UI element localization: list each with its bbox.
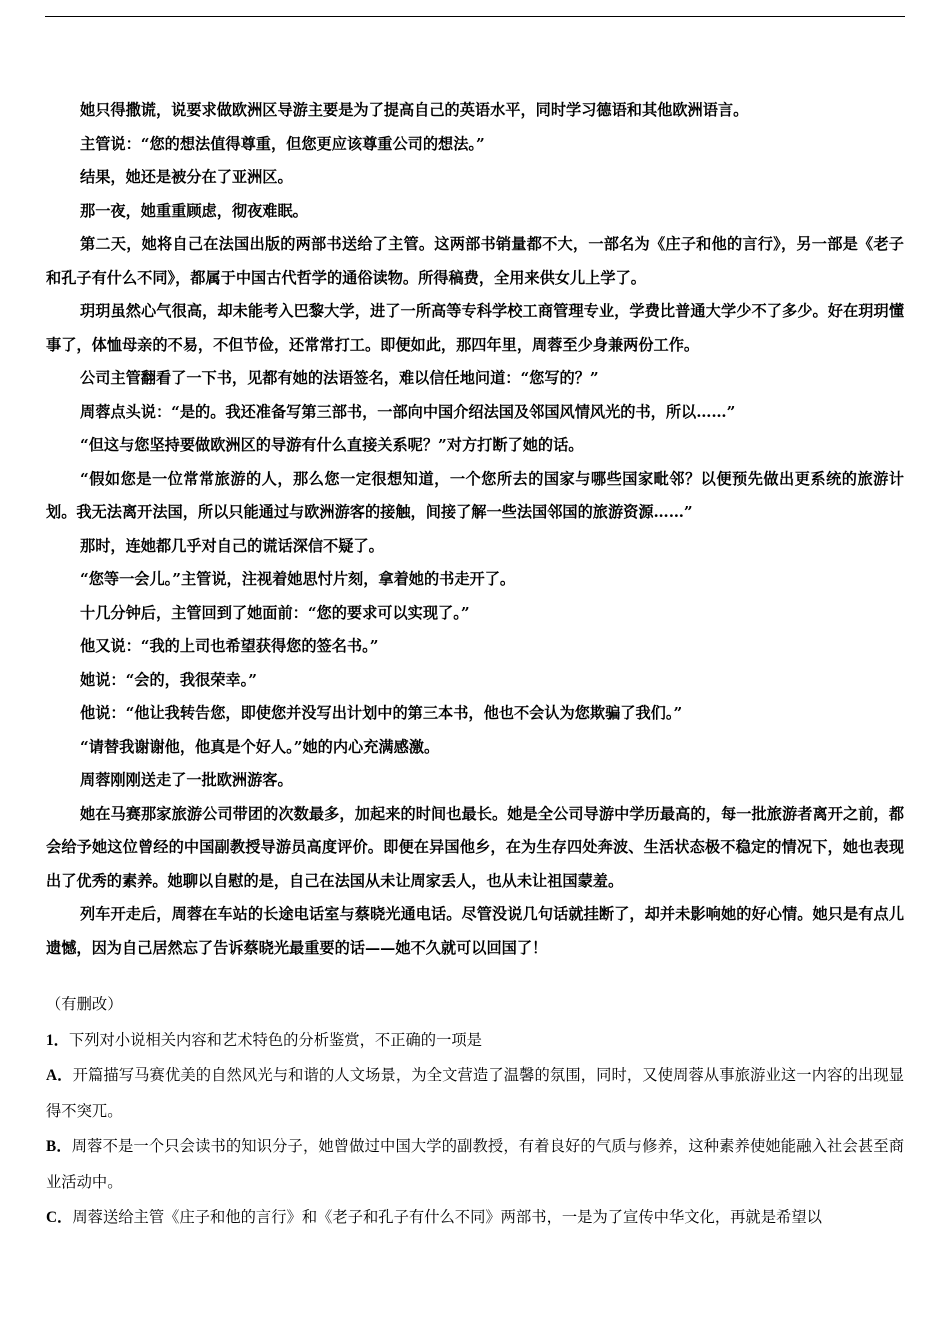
story-paragraph: 她说：“会的，我很荣幸。” bbox=[80, 670, 257, 689]
story-paragraph: 列车开走后，周蓉在车站的长途电话室与蔡晓光通电话。尽管没说几句话就挂断了，却并未影响她的好心情。她只是有点儿遗憾，因为自己居然忘了告诉蔡晓光最重要的话——她不久就可以回国了！ bbox=[46, 905, 904, 957]
story-paragraph: “假如您是一位常常旅游的人，那么您一定很想知道，一个您所去的国家与哪些国家毗邻？以便预先做出更系统的旅游计划。我无法离开法国，所以只能通过与欧洲游客的接触，间接了解一些法国邻国的旅游资源……” bbox=[46, 469, 904, 521]
story-paragraph: “但这与您坚持要做欧洲区的导游有什么直接关系呢？”对方打断了她的话。 bbox=[80, 436, 584, 454]
header-rule bbox=[45, 16, 905, 17]
option-text: 周蓉不是一个只会读书的知识分子，她曾做过中国大学的副教授，有着良好的气质与修养，这种素养使她能融入社会甚至商业活动中。 bbox=[46, 1137, 905, 1191]
story-paragraph: 周蓉刚刚送走了一批欧洲游客。 bbox=[80, 771, 293, 789]
story-paragraph: 玥玥虽然心气很高，却未能考入巴黎大学，进了一所高等专科学校工商管理专业，学费比普通大学少不了多少。好在玥玥懂事了，体恤母亲的不易，不但节俭，还常常打工。即便如此，那四年里，周蓉至少身兼两份工作。 bbox=[46, 302, 904, 354]
story-paragraph: 他说：“他让我转告您，即使您并没写出计划中的第三本书，他也不会认为您欺骗了我们。” bbox=[80, 704, 683, 722]
option-letter: A． bbox=[46, 1067, 73, 1084]
option-text: 周蓉送给主管《庄子和他的言行》和《老子和孔子有什么不同》两部书，一是为了宣传中华文化，再就是希望以 bbox=[72, 1208, 822, 1226]
option-letter: C． bbox=[46, 1209, 73, 1226]
question-number: 1． bbox=[46, 1031, 69, 1049]
question-stem bbox=[46, 1023, 904, 1059]
story-paragraph: 她只得撒谎，说要求做欧洲区导游主要是为了提高自己的英语水平，同时学习德语和其他欧洲语言。 bbox=[80, 101, 749, 119]
abridged-note: （有删改） bbox=[46, 995, 123, 1013]
story-paragraph: 那一夜，她重重顾虑，彻夜难眠。 bbox=[80, 201, 308, 220]
story-paragraph: 结果，她还是被分在了亚洲区。 bbox=[80, 168, 293, 186]
story-text bbox=[46, 94, 904, 965]
option-c bbox=[46, 1200, 904, 1236]
story-paragraph: 那时，连她都几乎对自己的谎话深信不疑了。 bbox=[80, 536, 384, 555]
question-stem-text: 下列对小说相关内容和艺术特色的分析鉴赏，不正确的一项是 bbox=[68, 1030, 482, 1049]
option-letter: B． bbox=[46, 1138, 72, 1155]
option-b bbox=[46, 1129, 904, 1200]
question-section bbox=[46, 987, 904, 1236]
option-text: 开篇描写马赛优美的自然风光与和谐的人文场景，为全文营造了温馨的氛围，同时，又使周蓉从事旅游业这一内容的出现显得不突兀。 bbox=[46, 1066, 904, 1120]
story-paragraph: 他又说：“我的上司也希望获得您的签名书。” bbox=[80, 637, 379, 655]
story-paragraph: 周蓉点头说：“是的。我还准备写第三部书，一部向中国介绍法国及邻国风情风光的书，所以……” bbox=[80, 402, 736, 421]
story-paragraph: “请替我谢谢他，他真是个好人。”她的内心充满感激。 bbox=[80, 737, 440, 756]
story-paragraph: 主管说：“您的想法值得尊重，但您更应该尊重公司的想法。” bbox=[80, 134, 485, 153]
story-paragraph: 第二天，她将自己在法国出版的两部书送给了主管。这两部书销量都不大，一部名为《庄子和他的言行》，另一部是《老子和孔子有什么不同》，都属于中国古代哲学的通俗读物。所得稿费，全用来供女儿上学了。 bbox=[46, 235, 904, 287]
story-paragraph: 她在马赛那家旅游公司带团的次数最多，加起来的时间也最长。她是全公司导游中学历最高的，每一批旅游者离开之前，都会给予她这位曾经的中国副教授导游员高度评价。即便在异国他乡，在为生存四处奔波、生活状态极不稳定的情况下，她也表现出了优秀的素养。她聊以自慰的是，自己在法国从未让周家丢人，也从未让祖国蒙羞。 bbox=[46, 804, 904, 890]
story-paragraph: 十几分钟后，主管回到了她面前：“您的要求可以实现了。” bbox=[80, 603, 470, 622]
story-paragraph: 公司主管翻看了一下书，见都有她的法语签名，难以信任地问道：“您写的？” bbox=[80, 369, 599, 387]
story-paragraph: “您等一会儿。”主管说，注视着她思忖片刻，拿着她的书走开了。 bbox=[80, 570, 516, 588]
option-a bbox=[46, 1058, 904, 1129]
